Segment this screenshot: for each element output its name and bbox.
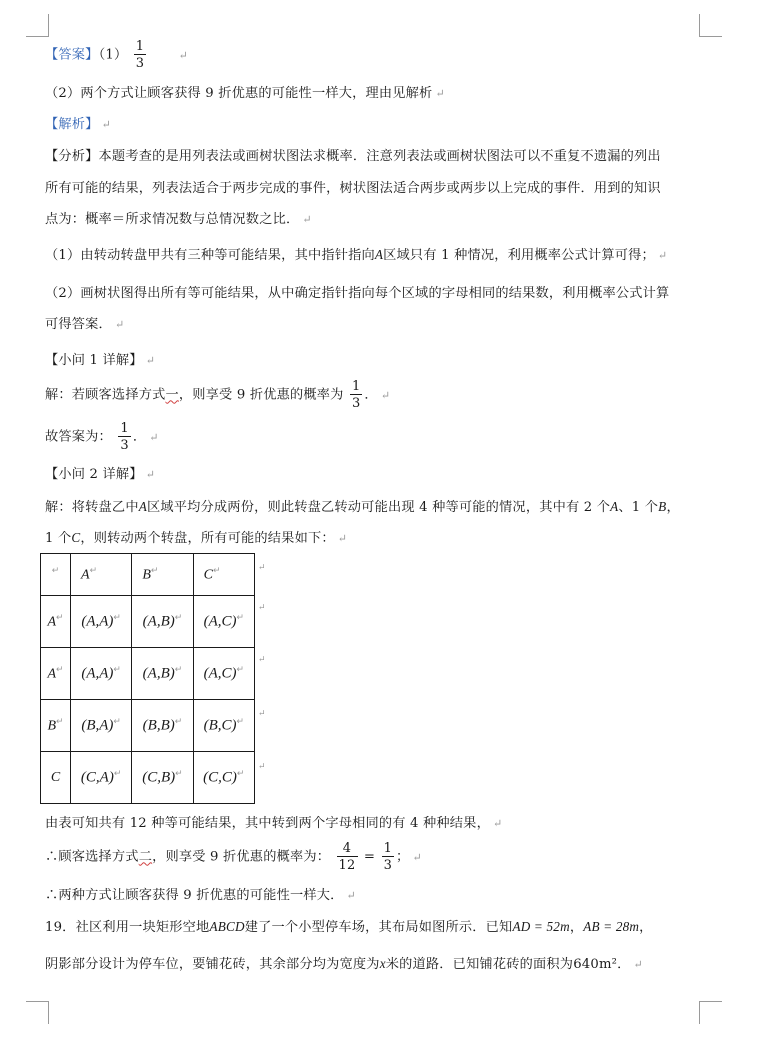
hint-part-2-line-2: 可得答案． ↵ — [45, 317, 125, 332]
table-corner-cell: ↵ — [41, 554, 71, 596]
answer-part-2: （2）两个方式让顾客获得 9 折优惠的可能性一样大，理由见解析 ↵ — [45, 86, 445, 101]
answer-fraction-2: $\frac{1}{3}$ — [120, 421, 129, 453]
table-cell: (B,B)↵ — [132, 700, 193, 752]
conclusion-line-3: ∴两种方式让顾客获得 9 折优惠的可能性一样大． ↵ — [45, 888, 356, 903]
table-header-cell: B↵ — [132, 554, 193, 596]
table-row-label: B↵ — [41, 700, 71, 752]
paragraph-mark: ↵ — [178, 48, 189, 62]
analysis-line-3: 点为：概率＝所求情况数与总情况数之比． ↵ — [45, 212, 312, 227]
hint-part-2-line-1: （2）画树状图得出所有等可能结果，从中确定指针指向每个区域的字母相同的结果数，利用概率公式计算 — [45, 286, 670, 301]
answer-line — [45, 40, 188, 70]
question-1-solution: 解：若顾客选择方式一，则享受 9 折优惠的概率为 $\frac{1}{3}$ ． ↵ — [45, 379, 391, 411]
question-1-heading: 【小问 1 详解】 ↵ — [45, 353, 156, 368]
question-2-heading: 【小问 2 详解】 ↵ — [45, 467, 156, 482]
table-row — [41, 752, 255, 804]
probability-fraction-4-12: $\frac{4}{12}$ — [338, 841, 356, 873]
row-end-mark: ↵ — [258, 603, 266, 613]
question-2-solution-line-2: 1 个C，则转动两个转盘，所有可能的结果如下： ↵ — [45, 530, 348, 546]
table-header-cell: A↵ — [71, 554, 132, 596]
analysis-line-1: 【分析】本题考查的是用列表法或画树状图法求概率．注意列表法或画树状图法可以不重复不遗漏的列出 — [45, 149, 661, 164]
table-cell: (A,C)↵ — [193, 596, 254, 648]
analysis-tag: 【解析】 ↵ — [45, 117, 111, 132]
table-cell: (A,B)↵ — [132, 596, 193, 648]
probability-fraction-1-3: $\frac{1}{3}$ — [383, 841, 393, 873]
analysis-line-2: 所有可能的结果，列表法适合于两步完成的事件，树状图法适合两步或两步以上完成的事件．用到的知识 — [45, 181, 661, 196]
table-cell: (C,C)↵ — [193, 752, 254, 804]
table-cell: (A,C)↵ — [193, 648, 254, 700]
table-cell: (C,A)↵ — [71, 752, 132, 804]
table-row-label: A↵ — [41, 596, 71, 648]
crop-mark-bottom-right — [699, 1001, 722, 1024]
table-row — [41, 700, 255, 752]
question-19-line-1: 19．社区利用一块矩形空地ABCD建了一个小型停车场，其布局如图所示．已知AD = 52m，AB = 28m， — [45, 919, 653, 935]
table-header-row — [41, 554, 255, 596]
table-row — [41, 648, 255, 700]
row-end-mark: ↵ — [258, 655, 266, 665]
table-cell: (A,A)↵ — [71, 596, 132, 648]
answer-fraction: $\frac{1}{3}$ — [135, 39, 145, 71]
hint-part-1: （1）由转动转盘甲共有三种等可能结果，其中指针指向A区域只有 1 种情况，利用概率公式计算可得； ↵ — [45, 247, 668, 263]
answer-tag: 【答案】 — [45, 47, 99, 63]
row-end-mark: ↵ — [258, 563, 266, 573]
answer-part-1: （1） — [98, 47, 128, 63]
crop-mark-top-right — [699, 14, 722, 37]
table-cell: (C,B)↵ — [132, 752, 193, 804]
table-cell: (A,A)↵ — [71, 648, 132, 700]
probability-fraction: $\frac{1}{3}$ — [351, 379, 361, 411]
question-2-solution-line-1: 解：将转盘乙中A区域平均分成两份，则此转盘乙转动可能出现 4 种等可能的情况，其中有 2 个A、1 个B， — [45, 499, 680, 515]
table-row-label: C — [41, 752, 71, 804]
table-header-cell: C↵ — [193, 554, 254, 596]
table-cell: (A,B)↵ — [132, 648, 193, 700]
table-cell: (B,A)↵ — [71, 700, 132, 752]
row-end-mark: ↵ — [258, 709, 266, 719]
crop-mark-top-left — [26, 14, 49, 37]
question-19-line-2: 阴影部分设计为停车位，要铺花砖，其余部分均为宽度为x米的道路．已知铺花砖的面积为640m²． ↵ — [45, 956, 643, 972]
conclusion-line-2: ∴顾客选择方式二，则享受 9 折优惠的概率为： $\frac{4}{12}$ = $\frac{1}{3}$ ； ↵ — [45, 841, 422, 873]
row-end-mark: ↵ — [258, 762, 266, 772]
crop-mark-bottom-left — [26, 1001, 49, 1024]
table-row-label: A↵ — [41, 648, 71, 700]
question-1-answer: 故答案为： $\frac{1}{3}$ ． ↵ — [45, 421, 159, 453]
table-row — [41, 596, 255, 648]
table-cell: (B,C)↵ — [193, 700, 254, 752]
conclusion-line-1: 由表可知共有 12 种等可能结果，其中转到两个字母相同的有 4 种种结果， ↵ — [45, 816, 503, 831]
outcomes-table — [40, 553, 255, 804]
